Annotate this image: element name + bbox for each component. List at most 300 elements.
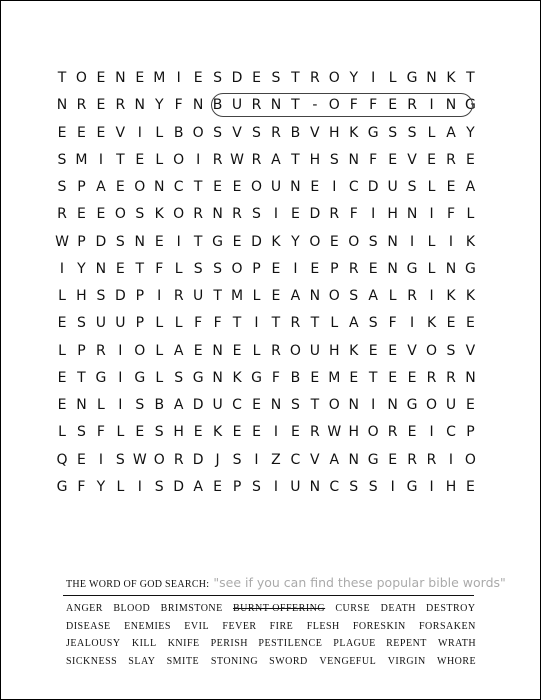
grid-letter: O (231, 260, 243, 277)
word-list-item: PERISH (210, 638, 249, 650)
grid-letter: N (309, 288, 321, 304)
grid-letter: P (466, 424, 475, 441)
word-list-item: FLESH (306, 620, 340, 632)
grid-letter: C (446, 424, 456, 441)
grid-letter: U (270, 179, 282, 195)
grid-letter: N (445, 260, 457, 277)
grid-letter: I (390, 478, 395, 495)
grid-letter: S (213, 70, 223, 86)
grid-letter: N (387, 260, 398, 277)
grid-letter: A (465, 179, 476, 195)
grid-letter: K (154, 206, 164, 223)
grid-letter: R (271, 342, 281, 359)
grid-letter: O (328, 70, 340, 86)
grid-row (52, 448, 488, 472)
grid-letter: Q (56, 451, 68, 468)
grid-letter: A (348, 315, 359, 332)
grid-letter: O (328, 288, 340, 304)
word-list-item: ENEMIES (124, 620, 171, 632)
grid-letter: C (173, 179, 184, 195)
puzzle-tagline: "see if you can find these popular bible words" (213, 575, 506, 590)
grid-letter: O (250, 179, 263, 195)
grid-letter: R (115, 97, 126, 114)
grid-letter: N (134, 233, 146, 250)
grid-letter: O (367, 424, 379, 441)
grid-letter: E (368, 342, 378, 359)
grid-letter: S (329, 151, 339, 168)
word-list-item: BLOOD (113, 603, 151, 614)
grid-letter: F (446, 206, 456, 223)
grid-letter: G (367, 451, 379, 468)
grid-letter: I (410, 233, 415, 250)
grid-letter: F (194, 315, 203, 332)
grid-letter: I (448, 233, 454, 250)
grid-letter: T (291, 97, 300, 114)
word-list-item: JEALOUSY (66, 638, 121, 650)
grid-letter: O (75, 70, 87, 86)
grid-letter: E (446, 179, 456, 195)
grid-letter: K (465, 233, 476, 250)
grid-letter: S (213, 124, 223, 141)
grid-letter: D (192, 397, 204, 413)
grid-letter: I (429, 206, 434, 223)
grid-letter: S (213, 260, 223, 277)
word-list-item: SLAY (128, 656, 156, 668)
grid-row (52, 339, 488, 363)
grid-letter: I (157, 288, 162, 304)
grid-letter: V (407, 342, 417, 359)
grid-letter: R (309, 70, 320, 86)
grid-letter: W (55, 233, 69, 250)
grid-letter: R (173, 451, 184, 468)
grid-letter: N (212, 206, 223, 223)
grid-letter: I (196, 151, 201, 168)
word-list-item: CURSE (335, 603, 371, 614)
grid-letter: S (252, 206, 261, 223)
grid-letter: D (114, 288, 126, 304)
grid-letter: V (115, 124, 126, 141)
grid-letter: R (387, 424, 398, 441)
word-list-line (66, 602, 476, 616)
grid-letter: K (426, 315, 437, 332)
word-list-item: VIRGIN (387, 656, 426, 668)
divider-rule (63, 595, 474, 596)
grid-letter: L (58, 288, 66, 304)
word-list-line (66, 655, 476, 669)
grid-letter: T (291, 151, 300, 168)
grid-letter: G (465, 260, 476, 277)
grid-letter: D (95, 233, 107, 250)
grid-letter: N (387, 397, 398, 413)
grid-letter: K (465, 288, 476, 304)
grid-letter: P (135, 288, 145, 304)
grid-letter: H (387, 206, 398, 223)
grid-letter: D (192, 451, 204, 468)
grid-letter: T (116, 151, 125, 168)
grid-letter: E (252, 424, 261, 441)
word-list-item: WHORE (437, 656, 477, 668)
grid-letter: A (329, 451, 340, 468)
grid-letter: F (271, 369, 280, 386)
grid-letter: K (349, 124, 359, 141)
grid-letter: T (77, 369, 86, 386)
grid-letter: I (429, 97, 434, 114)
grid-letter: S (115, 451, 125, 468)
grid-letter: U (309, 342, 320, 359)
grid-letter: K (446, 70, 456, 86)
grid-letter: E (466, 478, 475, 495)
grid-letter: S (57, 151, 67, 168)
grid-letter: P (77, 342, 86, 359)
grid-letter: E (290, 206, 300, 223)
grid-letter: L (388, 70, 397, 86)
grid-letter: N (212, 342, 223, 359)
grid-letter: S (252, 478, 261, 495)
grid-letter: E (310, 369, 320, 386)
grid-row (52, 257, 488, 281)
grid-letter: I (176, 233, 181, 250)
grid-letter: E (232, 342, 242, 359)
grid-letter: A (193, 478, 203, 495)
grid-letter: T (310, 315, 320, 332)
grid-letter: I (371, 397, 376, 413)
grid-letter: S (349, 288, 359, 304)
grid-letter: I (293, 260, 298, 277)
grid-letter: T (232, 315, 242, 332)
grid-letter: L (174, 260, 183, 277)
grid-letter: E (368, 260, 378, 277)
grid-letter: L (116, 424, 125, 441)
grid-letter: H (329, 124, 340, 141)
grid-letter: C (232, 397, 242, 413)
grid-letter: K (232, 369, 242, 386)
grid-letter: O (309, 233, 321, 250)
grid-letter: D (251, 233, 262, 250)
grid-letter: M (328, 369, 341, 386)
grid-letter: E (57, 369, 67, 386)
grid-letter: F (155, 260, 164, 277)
grid-letter: G (465, 97, 476, 114)
grid-letter: G (56, 478, 68, 495)
grid-letter: E (446, 315, 456, 332)
grid-letter: N (348, 151, 359, 168)
grid-letter: S (407, 179, 417, 195)
grid-row (52, 230, 488, 254)
grid-letter: I (98, 151, 103, 168)
grid-letter: W (132, 451, 147, 468)
grid-letter: I (254, 315, 259, 332)
grid-letter: I (371, 70, 376, 86)
grid-letter: S (368, 315, 378, 332)
grid-letter: O (192, 124, 204, 141)
grid-letter: O (426, 397, 438, 413)
grid-letter: T (271, 315, 281, 332)
word-list-item: KILL (131, 638, 157, 650)
grid-letter: I (410, 315, 415, 332)
grid-letter: B (290, 369, 301, 386)
grid-letter: L (427, 260, 436, 277)
word-list-item: DISEASE (66, 620, 111, 632)
grid-letter: R (251, 97, 262, 114)
grid-letter: I (429, 424, 434, 441)
puzzle-title (66, 574, 506, 592)
grid-letter: L (252, 288, 261, 304)
grid-letter: O (173, 206, 185, 223)
grid-letter: E (388, 451, 398, 468)
grid-letter: L (427, 179, 436, 195)
grid-letter: N (465, 369, 476, 386)
grid-letter: A (271, 151, 281, 168)
grid-letter: R (348, 260, 359, 277)
grid-letter: E (96, 124, 106, 141)
word-list-item: BRIMSTONE (160, 603, 223, 614)
grid-letter: E (388, 151, 398, 168)
grid-letter: I (273, 206, 278, 223)
grid-letter: E (466, 397, 475, 413)
grid-letter: I (59, 260, 65, 277)
grid-letter: I (332, 179, 337, 195)
grid-letter: R (57, 206, 67, 223)
grid-letter: N (445, 97, 457, 114)
grid-letter: I (448, 451, 454, 468)
grid-letter: V (407, 151, 417, 168)
grid-letter: O (348, 233, 360, 250)
grid-letter: M (231, 288, 244, 304)
grid-letter: O (134, 179, 146, 195)
grid-letter: L (155, 315, 164, 332)
grid-letter: E (290, 424, 300, 441)
word-list-item: VENGEFUL (319, 656, 377, 668)
grid-letter: E (154, 233, 164, 250)
grid-letter: N (134, 97, 146, 114)
grid-letter: I (371, 206, 376, 223)
grid-letter: E (57, 124, 67, 141)
grid-letter: F (77, 478, 86, 495)
grid-letter: E (466, 315, 475, 332)
grid-letter: L (58, 342, 66, 359)
grid-letter: C (290, 451, 301, 468)
grid-row (52, 284, 488, 308)
grid-letter: S (271, 70, 281, 86)
grid-letter: D (309, 206, 321, 223)
grid-letter: S (76, 424, 86, 441)
grid-letter: T (310, 397, 320, 413)
grid-letter: R (173, 288, 184, 304)
grid-letter: T (291, 70, 300, 86)
grid-letter: K (349, 342, 359, 359)
word-list-item: KNIFE (167, 638, 200, 650)
grid-letter: A (96, 179, 106, 195)
grid-letter: O (134, 342, 146, 359)
word-list-item: FORESKIN (352, 620, 406, 632)
grid-letter: W (230, 151, 244, 168)
word-list-line (66, 620, 476, 634)
grid-letter: R (251, 151, 262, 168)
grid-letter: N (270, 97, 282, 114)
grid-letter: O (289, 342, 301, 359)
grid-letter: M (153, 70, 166, 86)
word-list-item: FEVER (222, 620, 257, 632)
grid-letter: T (57, 70, 67, 86)
grid-letter: D (231, 70, 243, 86)
grid-letter: V (232, 124, 242, 141)
grid-letter: E (252, 70, 261, 86)
grid-letter: R (446, 369, 456, 386)
grid-letter: N (95, 260, 107, 277)
grid-letter: U (290, 478, 301, 495)
grid-letter: H (445, 478, 457, 495)
grid-letter: K (213, 424, 223, 441)
grid-letter: E (232, 179, 242, 195)
grid-letter: Y (77, 260, 86, 277)
grid-letter: N (115, 70, 126, 86)
grid-row (52, 393, 488, 417)
grid-letter: N (212, 369, 223, 386)
grid-letter: S (96, 288, 106, 304)
grid-letter: E (388, 369, 398, 386)
grid-letter: N (406, 206, 418, 223)
word-list-item: FIRE (269, 620, 294, 632)
grid-letter: F (388, 315, 397, 332)
puzzle-title-label: THE WORD OF GOD SEARCH: (66, 579, 210, 590)
grid-letter: E (193, 70, 203, 86)
grid-letter: G (406, 260, 418, 277)
word-list-item-found: BURNT OFFERING (233, 603, 326, 614)
grid-row (52, 366, 488, 390)
grid-letter: S (154, 478, 164, 495)
grid-letter: S (252, 124, 261, 141)
grid-letter: I (273, 424, 278, 441)
grid-letter: U (445, 397, 457, 413)
grid-letter: E (310, 260, 320, 277)
grid-letter: I (118, 397, 123, 413)
grid-letter: P (232, 478, 242, 495)
grid-letter: K (446, 288, 456, 304)
grid-letter: S (76, 315, 86, 332)
grid-letter: E (213, 478, 223, 495)
grid-letter: T (193, 179, 203, 195)
grid-letter: U (95, 315, 107, 332)
grid-letter: L (427, 233, 436, 250)
grid-letter: R (407, 288, 417, 304)
grid-letter: G (367, 124, 379, 141)
grid-letter: I (273, 478, 278, 495)
grid-letter: L (388, 288, 397, 304)
grid-row (52, 175, 488, 199)
grid-letter: E (96, 70, 106, 86)
grid-letter: E (135, 70, 145, 86)
grid-letter: S (135, 206, 145, 223)
grid-letter: S (446, 342, 456, 359)
grid-letter: N (154, 179, 165, 195)
grid-letter: H (309, 151, 321, 168)
grid-letter: P (77, 179, 86, 195)
grid-letter: L (174, 315, 183, 332)
grid-letter: E (77, 451, 86, 468)
grid-letter: S (349, 478, 359, 495)
grid-letter: L (116, 478, 125, 495)
grid-letter: E (96, 97, 106, 114)
grid-letter: N (348, 397, 359, 413)
grid-letter: J (215, 451, 220, 468)
grid-letter: R (426, 369, 437, 386)
grid-row (52, 311, 488, 335)
grid-letter: T (466, 70, 475, 86)
grid-letter: P (330, 260, 339, 277)
grid-letter: N (76, 397, 87, 413)
grid-letter: S (154, 424, 164, 441)
grid-letter: N (270, 397, 282, 413)
grid-letter: E (57, 315, 67, 332)
grid-letter: E (115, 260, 125, 277)
grid-letter: R (309, 424, 320, 441)
grid-letter: I (118, 369, 123, 386)
grid-letter: O (464, 451, 476, 468)
grid-letter: U (193, 288, 204, 304)
grid-letter: E (271, 288, 281, 304)
grid-letter: I (137, 478, 142, 495)
grid-letter: Y (349, 70, 359, 86)
grid-letter: H (329, 342, 340, 359)
grid-letter: C (348, 179, 359, 195)
grid-letter: L (466, 206, 475, 223)
grid-letter: P (135, 315, 145, 332)
grid-letter: B (290, 124, 301, 141)
grid-letter: S (115, 233, 125, 250)
grid-letter: R (426, 451, 437, 468)
grid-letter: M (75, 151, 88, 168)
grid-letter: N (348, 451, 359, 468)
grid-row (52, 202, 488, 226)
grid-letter: S (368, 233, 378, 250)
grid-letter: F (369, 97, 378, 114)
grid-letter: S (232, 451, 242, 468)
grid-letter: E (388, 97, 398, 114)
grid-letter: S (174, 369, 184, 386)
grid-letter: N (309, 478, 321, 495)
grid-letter: U (115, 315, 126, 332)
grid-letter: U (231, 97, 243, 114)
grid-letter: R (193, 206, 203, 223)
word-list-item: SICKNESS (66, 656, 118, 668)
grid-letter: G (134, 369, 146, 386)
grid-row (52, 148, 488, 172)
grid-letter: L (155, 151, 164, 168)
grid-letter: V (465, 342, 476, 359)
grid-letter: Z (271, 451, 281, 468)
grid-letter: E (388, 342, 398, 359)
word-list-item: REPENT (386, 638, 427, 650)
grid-letter: O (153, 451, 165, 468)
grid-letter: R (446, 151, 456, 168)
grid-letter: E (349, 369, 359, 386)
grid-letter: G (406, 70, 418, 86)
word-list-item: PLAGUE (333, 638, 376, 650)
grid-letter: F (96, 424, 105, 441)
grid-letter: L (155, 342, 164, 359)
grid-letter: S (368, 478, 378, 495)
grid-row (52, 121, 488, 145)
grid-letter: H (173, 424, 184, 441)
word-list-item: FORSAKEN (419, 620, 476, 632)
grid-letter: A (290, 288, 301, 304)
grid-letter: P (77, 233, 86, 250)
grid-letter: E (329, 233, 339, 250)
grid-letter: T (213, 288, 222, 304)
grid-letter: D (367, 179, 379, 195)
grid-letter: I (429, 288, 434, 304)
grid-letter: I (429, 478, 434, 495)
